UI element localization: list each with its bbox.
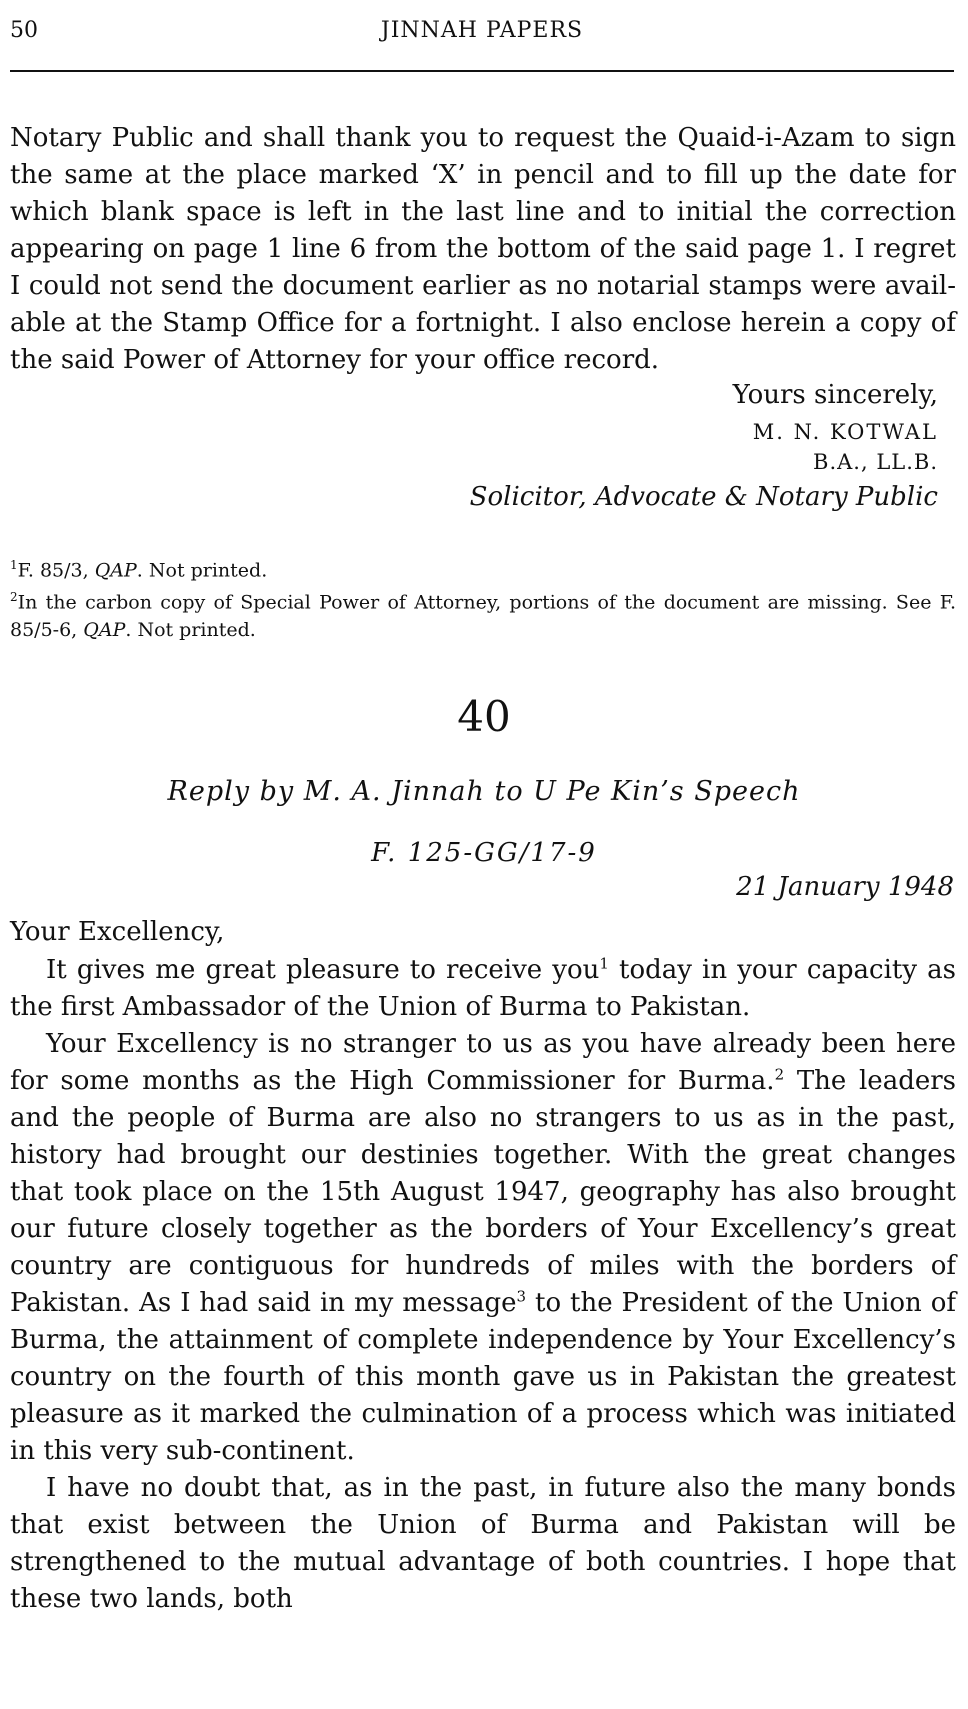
speech-text: It gives me great pleasure to receive you bbox=[46, 955, 600, 985]
footnotes bbox=[10, 552, 956, 644]
document-number: 40 bbox=[457, 692, 511, 741]
speech-text: to the President of the Union of Burma, the attainment of complete independence by Your Excellency’s country on the fourth of this month gave us in Pakistan the greatest pleasure as it marked the culmination of a process which was initiated in this very sub-continent. bbox=[10, 1288, 957, 1466]
signer-degrees: B.A., LL.B. bbox=[813, 450, 938, 474]
salutation: Your Excellency, bbox=[10, 917, 225, 947]
footnote-text: F. 85/3, bbox=[17, 559, 95, 582]
speech-text: Your Excellency is no stranger to us as you have already been here for some months as the High Commissioner for Burma. bbox=[10, 1029, 956, 1096]
speech-body bbox=[10, 952, 956, 1618]
speech-paragraph: I have no doubt that, as in the past, in future also the many bonds that exist between the Union of Burma and Pakistan will be strengthened to the mutual advantage of both countries. I hope that these two lands, both bbox=[10, 1473, 956, 1614]
footnote bbox=[10, 584, 956, 643]
document-reference: F. 125-GG/17-9 bbox=[371, 838, 597, 868]
page-header bbox=[10, 18, 954, 54]
footnote-abbrev: QAP bbox=[83, 618, 126, 641]
document-date: 21 January 1948 bbox=[736, 872, 954, 902]
header-rule bbox=[10, 70, 954, 72]
footnote-ref: 1 bbox=[599, 954, 609, 973]
running-title: JINNAH PAPERS bbox=[380, 18, 584, 43]
document-title: Reply by M. A. Jinnah to U Pe Kin’s Speech bbox=[167, 776, 801, 807]
speech-text: The leaders and the people of Burma are also no strangers to us as in the past, history had brought our destinies together. With the great changes that took place on the 15th August 1947, geography has also brought our future closely together as the borders of Your Excellency’s great country are contiguous for hundreds of miles with the borders of Pakistan. As I had said in my message bbox=[10, 1066, 956, 1318]
footnote-ref: 3 bbox=[516, 1287, 527, 1306]
footnote-abbrev: QAP bbox=[94, 559, 137, 582]
signer-title: Solicitor, Advocate & Notary Public bbox=[469, 482, 938, 512]
footnote-text: . Not printed. bbox=[125, 618, 256, 641]
letter-closing: Yours sincerely, bbox=[732, 380, 938, 410]
page-number: 50 bbox=[10, 18, 38, 43]
footnote bbox=[10, 552, 956, 584]
footnote-text: In the carbon copy of Special Power of Attorney, portions of the document are missing. See F. 85/5-6, bbox=[10, 591, 956, 641]
signer-name: M. N. KOTWAL bbox=[752, 420, 938, 444]
footnote-text: . Not printed. bbox=[136, 559, 268, 582]
footnote-ref: 2 bbox=[774, 1065, 785, 1084]
footnote-mark: 1 bbox=[10, 558, 18, 572]
speech-paragraph bbox=[10, 1026, 956, 1470]
footnote-mark: 2 bbox=[10, 590, 18, 605]
letter-paragraph: Notary Public and shall thank you to request the Quaid-i-Azam to sign the same at the place marked ‘X’ in pencil and to fill up the date for which blank space is left in the last line and to initial the correction appearing on page 1 line 6 from the bottom of the said page 1. I regret I could not send the document earlier as no notarial stamps were avail-able at the Stamp Office for a fortnight. I also enclose herein a copy of the said Power of Attorney for your office record. bbox=[10, 123, 956, 375]
speech-paragraph bbox=[10, 952, 956, 1026]
speech-text: today in your capacity as the first Ambassador of the Union of Burma to Pakistan. bbox=[10, 955, 956, 1022]
